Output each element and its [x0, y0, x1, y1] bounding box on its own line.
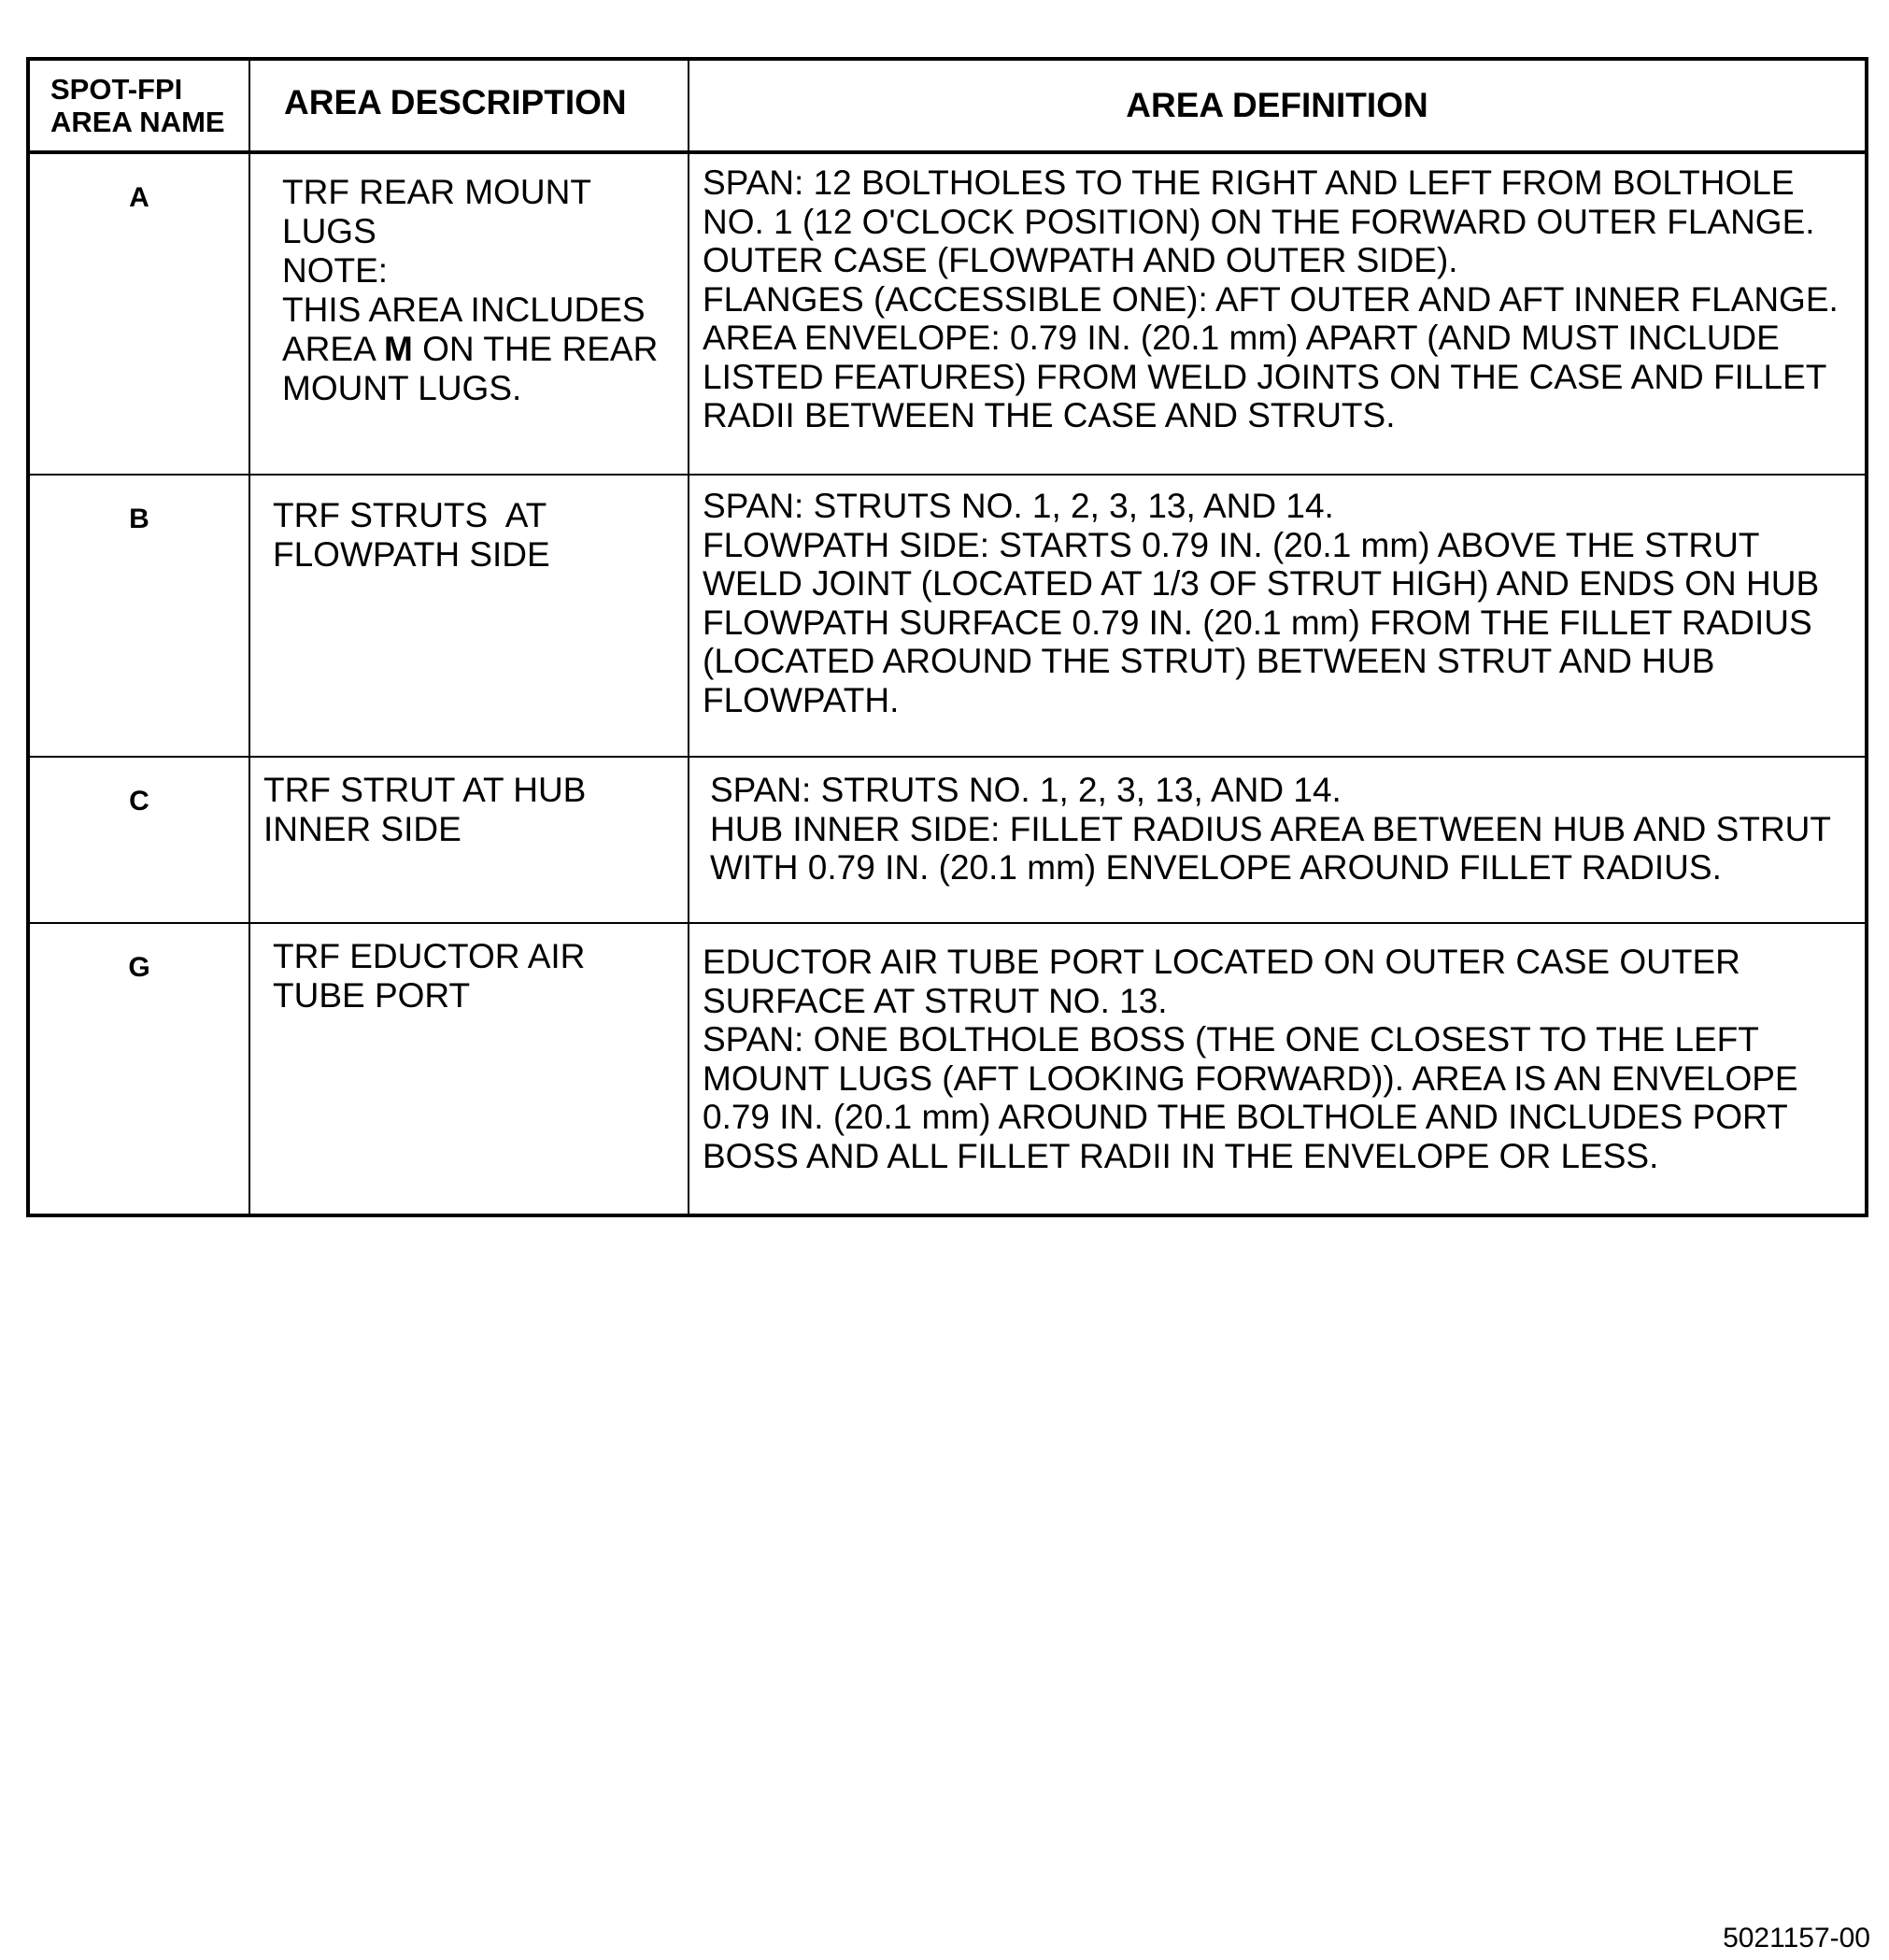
description-line: TRF REAR MOUNT	[282, 173, 591, 211]
definition-line: FLANGES (ACCESSIBLE ONE): AFT OUTER AND AFT INNER FLANGE.	[703, 279, 1839, 319]
area-description-cell	[249, 475, 689, 757]
area-definition-cell	[689, 757, 1867, 923]
definition-line: SPAN: 12 BOLTHOLES TO THE RIGHT AND LEFT FROM BOLTHOLE	[703, 163, 1795, 202]
header-area-name	[28, 59, 249, 152]
definition-line: SPAN: STRUTS NO. 1, 2, 3, 13, AND 14.	[703, 487, 1334, 525]
definition-line: WELD JOINT (LOCATED AT 1/3 OF STRUT HIGH) AND ENDS ON HUB	[703, 564, 1820, 603]
description-area-bold: M	[384, 330, 413, 368]
description-area-suffix: ON THE REAR	[412, 330, 659, 368]
area-definition-cell	[689, 923, 1867, 1215]
description-line: NOTE:	[282, 251, 389, 290]
area-description-cell	[249, 923, 689, 1215]
definition-line: SPAN: ONE BOLTHOLE BOSS (THE ONE CLOSEST TO THE LEFT	[703, 1020, 1759, 1058]
area-name-cell: C	[28, 757, 249, 923]
definition-line: WITH 0.79 IN. (20.1 mm) ENVELOPE AROUND FILLET RADIUS.	[710, 848, 1722, 887]
table-row	[28, 152, 1867, 475]
description-area-prefix: AREA	[282, 330, 384, 368]
definition-line: LISTED FEATURES) FROM WELD JOINTS ON THE CASE AND FILLET	[703, 357, 1827, 396]
description-line: TRF STRUTS AT	[273, 496, 547, 534]
table-row	[28, 757, 1867, 923]
description-line: LUGS	[282, 212, 376, 250]
description-line: MOUNT LUGS.	[282, 369, 522, 407]
table-row	[28, 923, 1867, 1215]
description-line: FLOWPATH SIDE	[273, 535, 550, 574]
header-area-name-line1: SPOT-FPI	[50, 73, 183, 106]
definition-line: RADII BETWEEN THE CASE AND STRUTS.	[703, 396, 1396, 434]
area-name-cell: G	[28, 923, 249, 1215]
definition-line: MOUNT LUGS (AFT LOOKING FORWARD)). AREA IS AN ENVELOPE	[703, 1058, 1798, 1098]
area-name-cell: B	[28, 475, 249, 757]
header-area-definition: AREA DEFINITION	[689, 59, 1867, 152]
table-header-row	[28, 59, 1867, 152]
area-description-cell	[249, 757, 689, 923]
definition-line: (LOCATED AROUND THE STRUT) BETWEEN STRUT AND HUB	[703, 642, 1715, 680]
header-area-name-line2: AREA NAME	[50, 106, 225, 138]
area-definition-cell	[689, 475, 1867, 757]
spot-fpi-area-table	[26, 57, 1868, 1217]
area-description-cell	[249, 152, 689, 475]
description-line	[282, 330, 688, 369]
definition-line: 0.79 IN. (20.1 mm) AROUND THE BOLTHOLE AND INCLUDES PORT	[703, 1098, 1788, 1136]
description-line: TUBE PORT	[273, 976, 471, 1015]
definition-line: SPAN: STRUTS NO. 1, 2, 3, 13, AND 14.	[710, 771, 1342, 809]
area-definition-cell	[689, 152, 1867, 475]
definition-line: OUTER CASE (FLOWPATH AND OUTER SIDE).	[703, 241, 1458, 279]
description-line: THIS AREA INCLUDES	[282, 291, 646, 329]
definition-line: SURFACE AT STRUT NO. 13.	[703, 981, 1168, 1020]
figure-number: 5021157-00	[1723, 1923, 1870, 1953]
definition-line: EDUCTOR AIR TUBE PORT LOCATED ON OUTER CASE OUTER	[703, 943, 1740, 981]
definition-line: AREA ENVELOPE: 0.79 IN. (20.1 mm) APART (AND MUST INCLUDE	[703, 319, 1780, 357]
definition-line: HUB INNER SIDE: FILLET RADIUS AREA BETWEEN HUB AND STRUT	[710, 809, 1831, 848]
description-line: INNER SIDE	[263, 810, 462, 848]
definition-line: FLOWPATH SURFACE 0.79 IN. (20.1 mm) FROM THE FILLET RADIUS	[703, 603, 1812, 642]
definition-line: BOSS AND ALL FILLET RADII IN THE ENVELOPE OR LESS.	[703, 1136, 1659, 1175]
definition-line: FLOWPATH SIDE: STARTS 0.79 IN. (20.1 mm) ABOVE THE STRUT	[703, 525, 1760, 564]
definition-line: FLOWPATH.	[703, 680, 900, 719]
area-name-cell: A	[28, 152, 249, 475]
definition-line: NO. 1 (12 O'CLOCK POSITION) ON THE FORWARD OUTER FLANGE.	[703, 202, 1815, 241]
description-line: TRF STRUT AT HUB	[263, 771, 587, 809]
table-row	[28, 475, 1867, 757]
description-line: TRF EDUCTOR AIR	[273, 937, 586, 975]
header-area-description: AREA DESCRIPTION	[249, 59, 689, 152]
